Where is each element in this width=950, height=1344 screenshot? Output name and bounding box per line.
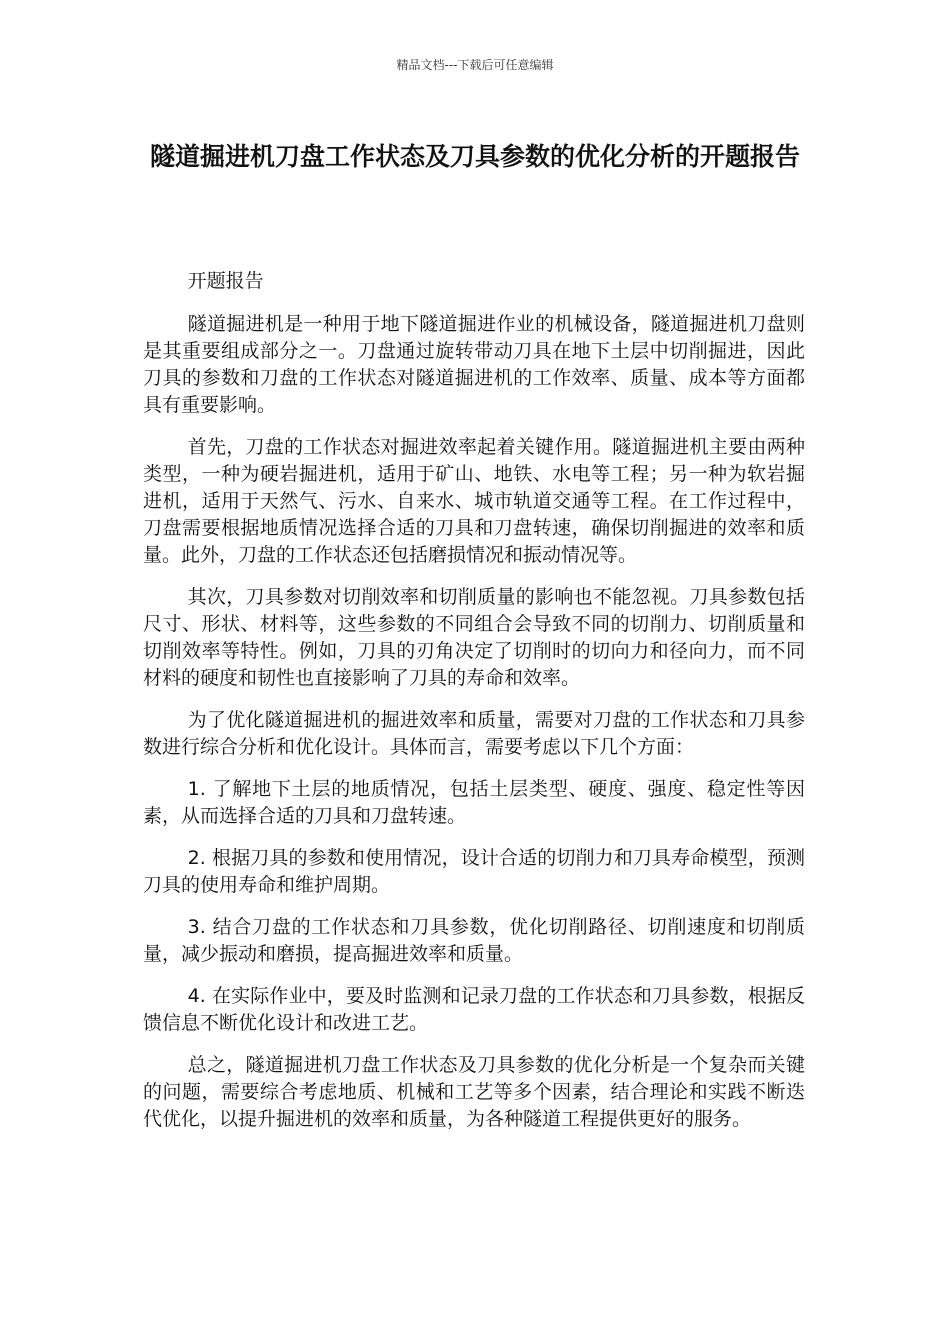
paragraph-cutterhead-state: 首先，刀盘的工作状态对掘进效率起着关键作用。隧道掘进机主要由两种类型，一种为硬岩掘进机，适用于矿山、地铁、水电等工程；另一种为软岩掘进机，适用于天然气、污水、自来水、城市轨道交通等工程。在工作过程中，刀盘需要根据地质情况选择合适的刀具和刀盘转速，确保切削掘进的效率和质量。此外，刀盘的工作状态还包括磨损情况和振动情况等。 [143,436,805,566]
list-item-1: 1. 了解地下土层的地质情况，包括土层类型、硬度、强度、稳定性等因素，从而选择合适的刀具和刀盘转速。 [143,778,805,827]
list-item-2: 2. 根据刀具的参数和使用情况，设计合适的切削力和刀具寿命模型，预测刀具的使用寿命和维护周期。 [143,847,805,896]
paragraph-optimization-aspects: 为了优化隧道掘进机的掘进效率和质量，需要对刀盘的工作状态和刀具参数进行综合分析和优化设计。具体而言，需要考虑以下几个方面： [143,709,805,758]
list-item-3: 3. 结合刀盘的工作状态和刀具参数，优化切削路径、切削速度和切削质量，减少振动和磨损，提高掘进效率和质量。 [143,916,805,965]
document-title: 隧道掘进机刀盘工作状态及刀具参数的优化分析的开题报告 [149,142,800,171]
section-heading: 开题报告 [187,270,264,292]
paragraph-conclusion: 总之，隧道掘进机刀盘工作状态及刀具参数的优化分析是一个复杂而关键的问题，需要综合考虑地质、机械和工艺等多个因素，结合理论和实践不断迭代优化，以提升掘进机的效率和质量，为各种隧道工程提供更好的服务。 [143,1054,805,1130]
paragraph-intro: 隧道掘进机是一种用于地下隧道掘进作业的机械设备，隧道掘进机刀盘则是其重要组成部分之一。刀盘通过旋转带动刀具在地下土层中切削掘进，因此刀具的参数和刀盘的工作状态对隧道掘进机的工作效率、质量、成本等方面都具有重要影响。 [143,313,805,416]
document-body [143,268,805,1148]
list-item-4: 4. 在实际作业中，要及时监测和记录刀盘的工作状态和刀具参数，根据反馈信息不断优化设计和改进工艺。 [143,985,805,1034]
page-header-note: 精品文档---下载后可任意编辑 [396,58,554,72]
paragraph-tool-parameters: 其次，刀具参数对切削效率和切削质量的影响也不能忽视。刀具参数包括尺寸、形状、材料等，这些参数的不同组合会导致不同的切削力、切削质量和切削效率等特性。例如，刀具的刃角决定了切削时的切向力和径向力，而不同材料的硬度和韧性也直接影响了刀具的寿命和效率。 [143,586,805,689]
